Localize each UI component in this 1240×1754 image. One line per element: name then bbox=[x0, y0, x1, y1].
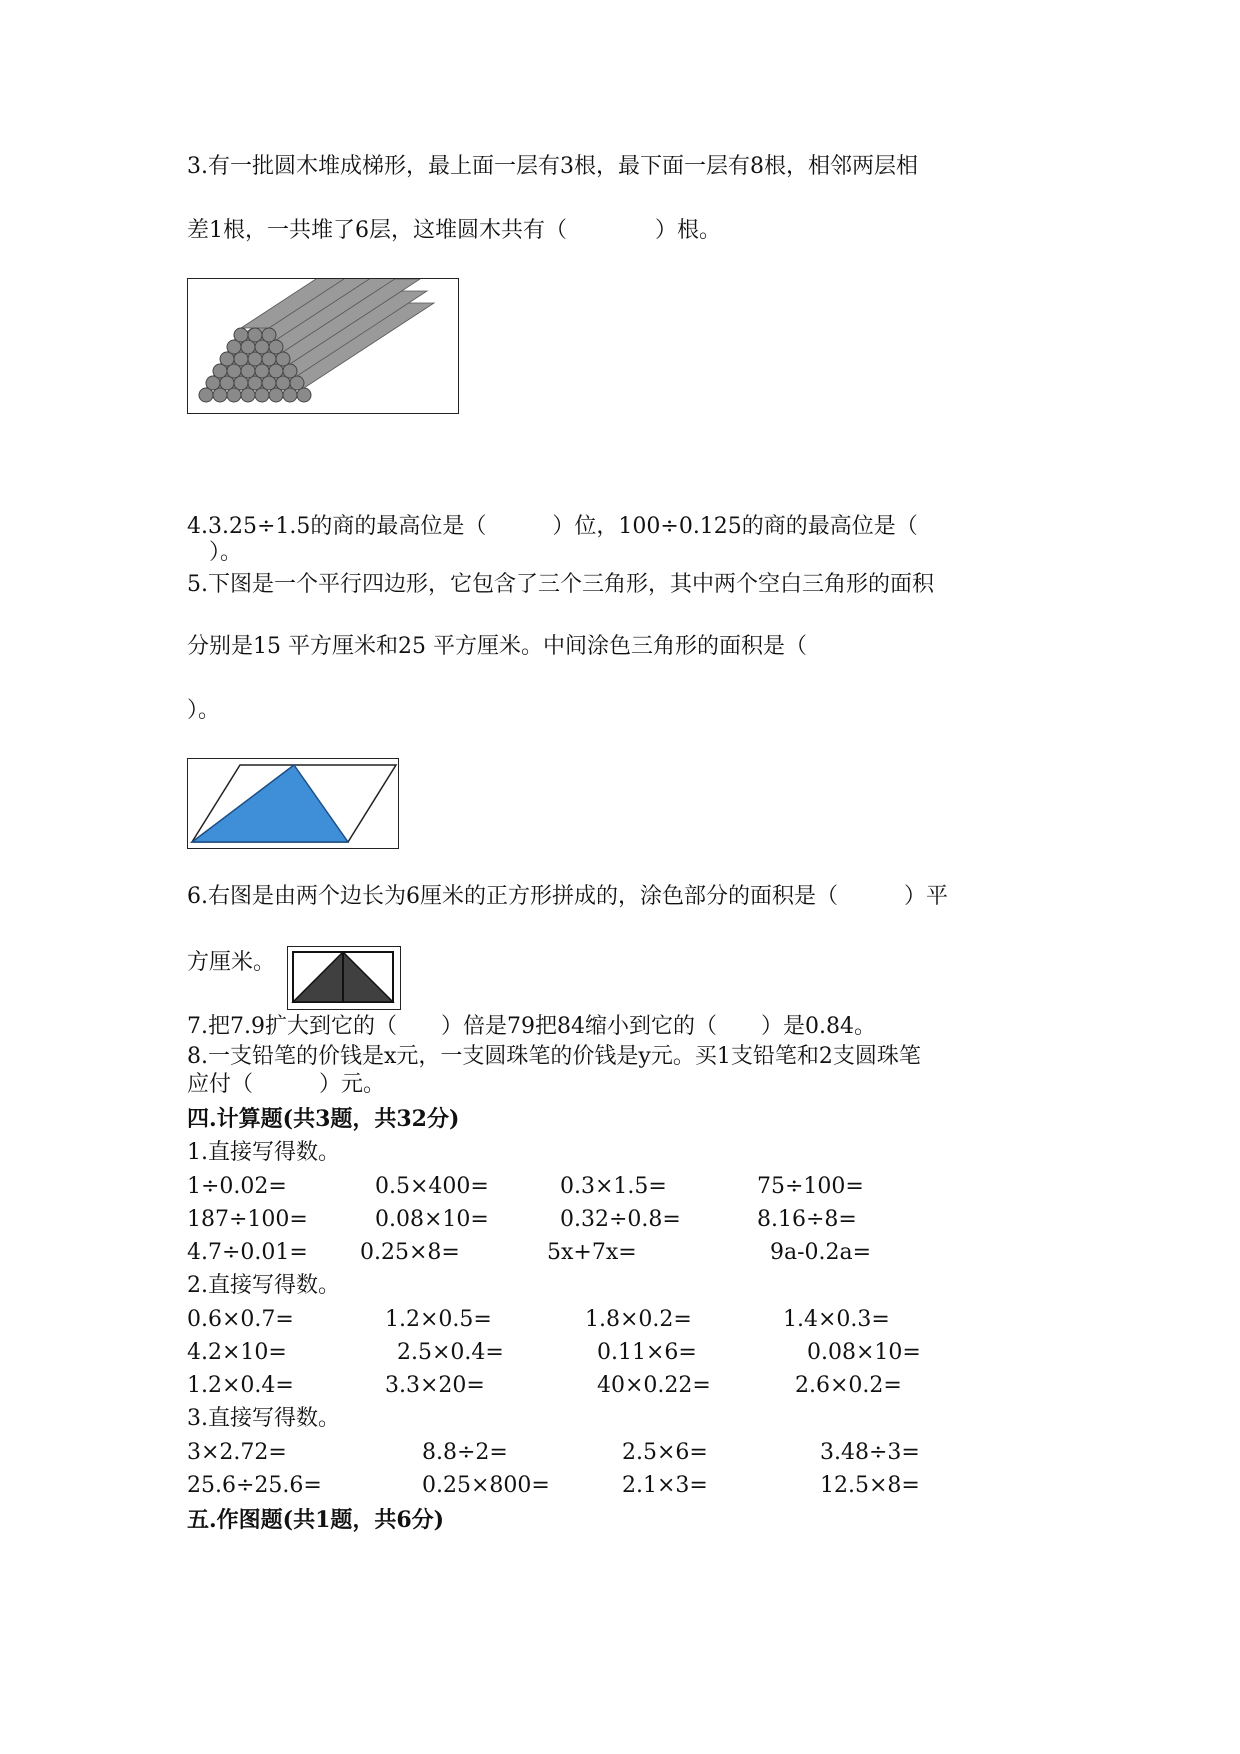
p1-r1-c0: 187÷100= bbox=[187, 1207, 308, 1232]
p3-r0-c1: 8.8÷2= bbox=[422, 1440, 508, 1465]
p1-r2-c1: 0.25×8= bbox=[360, 1240, 460, 1265]
two-squares-figure bbox=[287, 946, 401, 1010]
log-end bbox=[234, 328, 248, 342]
p3-r1-c0: 25.6÷25.6= bbox=[187, 1473, 322, 1498]
p3-r1-c2: 2.1×3= bbox=[622, 1473, 708, 1498]
p1-r1-c1: 0.08×10= bbox=[375, 1207, 489, 1232]
p3-r1-c1: 0.25×800= bbox=[422, 1473, 550, 1498]
p1-r0-c2: 0.3×1.5= bbox=[560, 1174, 667, 1199]
section5-title: 五.作图题(共1题，共6分) bbox=[187, 1507, 445, 1533]
p2-r0-c0: 0.6×0.7= bbox=[187, 1307, 294, 1332]
p2-r1-c0: 4.2×10= bbox=[187, 1340, 287, 1365]
section4-title: 四.计算题(共3题，共32分) bbox=[187, 1106, 460, 1132]
q4-line1: 4.3.25÷1.5的商的最高位是（ ）位，100÷0.125的商的最高位是（ bbox=[187, 514, 918, 539]
log-end bbox=[262, 328, 276, 342]
p2-r0-c3: 1.4×0.3= bbox=[783, 1307, 890, 1332]
q5-line3: ）。 bbox=[187, 698, 221, 723]
q6-line1: 6.右图是由两个边长为6厘米的正方形拼成的，涂色部分的面积是（ ）平 bbox=[187, 884, 948, 909]
p1-r0-c3: 75÷100= bbox=[757, 1174, 864, 1199]
p3-r0-c2: 2.5×6= bbox=[622, 1440, 708, 1465]
q8-line2: 应付（ ）元。 bbox=[187, 1072, 386, 1097]
p2-r1-c3: 0.08×10= bbox=[807, 1340, 921, 1365]
log-end bbox=[248, 328, 262, 342]
q3-line1: 3.有一批圆木堆成梯形，最上面一层有3根，最下面一层有8根，相邻两层相 bbox=[187, 154, 918, 179]
p3-r1-c3: 12.5×8= bbox=[820, 1473, 920, 1498]
section4-p3-title: 3.直接写得数。 bbox=[187, 1406, 340, 1431]
parallelogram-figure bbox=[187, 758, 399, 849]
p3-r0-c0: 3×2.72= bbox=[187, 1440, 287, 1465]
log-pile-figure bbox=[187, 278, 459, 414]
p1-r0-c1: 0.5×400= bbox=[375, 1174, 489, 1199]
p2-r2-c3: 2.6×0.2= bbox=[795, 1373, 902, 1398]
p2-r1-c2: 0.11×6= bbox=[597, 1340, 697, 1365]
q3-line2: 差1根，一共堆了6层，这堆圆木共有（ ）根。 bbox=[187, 218, 721, 243]
q8-line1: 8.一支铅笔的价钱是x元，一支圆珠笔的价钱是y元。买1支铅笔和2支圆珠笔 bbox=[187, 1044, 921, 1069]
p2-r1-c1: 2.5×0.4= bbox=[397, 1340, 504, 1365]
p3-r0-c3: 3.48÷3= bbox=[820, 1440, 920, 1465]
p2-r2-c0: 1.2×0.4= bbox=[187, 1373, 294, 1398]
q5-line1: 5.下图是一个平行四边形，它包含了三个三角形，其中两个空白三角形的面积 bbox=[187, 572, 934, 597]
q4-line2: ）。 bbox=[187, 540, 243, 565]
p1-r2-c2: 5x+7x= bbox=[547, 1240, 637, 1265]
q5-line2: 分别是15 平方厘米和25 平方厘米。中间涂色三角形的面积是（ bbox=[187, 634, 807, 659]
p1-r2-c0: 4.7÷0.01= bbox=[187, 1240, 308, 1265]
p1-r1-c3: 8.16÷8= bbox=[757, 1207, 857, 1232]
section4-p1-title: 1.直接写得数。 bbox=[187, 1140, 340, 1165]
p1-r2-c3: 9a-0.2a= bbox=[770, 1240, 872, 1265]
p2-r2-c1: 3.3×20= bbox=[385, 1373, 485, 1398]
q6-line2: 方厘米。 bbox=[187, 950, 276, 975]
p1-r0-c0: 1÷0.02= bbox=[187, 1174, 287, 1199]
section4-p2-title: 2.直接写得数。 bbox=[187, 1273, 340, 1298]
p2-r0-c2: 1.8×0.2= bbox=[585, 1307, 692, 1332]
p2-r0-c1: 1.2×0.5= bbox=[385, 1307, 492, 1332]
p1-r1-c2: 0.32÷0.8= bbox=[560, 1207, 681, 1232]
q7-line1: 7.把7.9扩大到它的（ ）倍是79把84缩小到它的（ ）是0.84。 bbox=[187, 1014, 876, 1039]
p2-r2-c2: 40×0.22= bbox=[597, 1373, 711, 1398]
